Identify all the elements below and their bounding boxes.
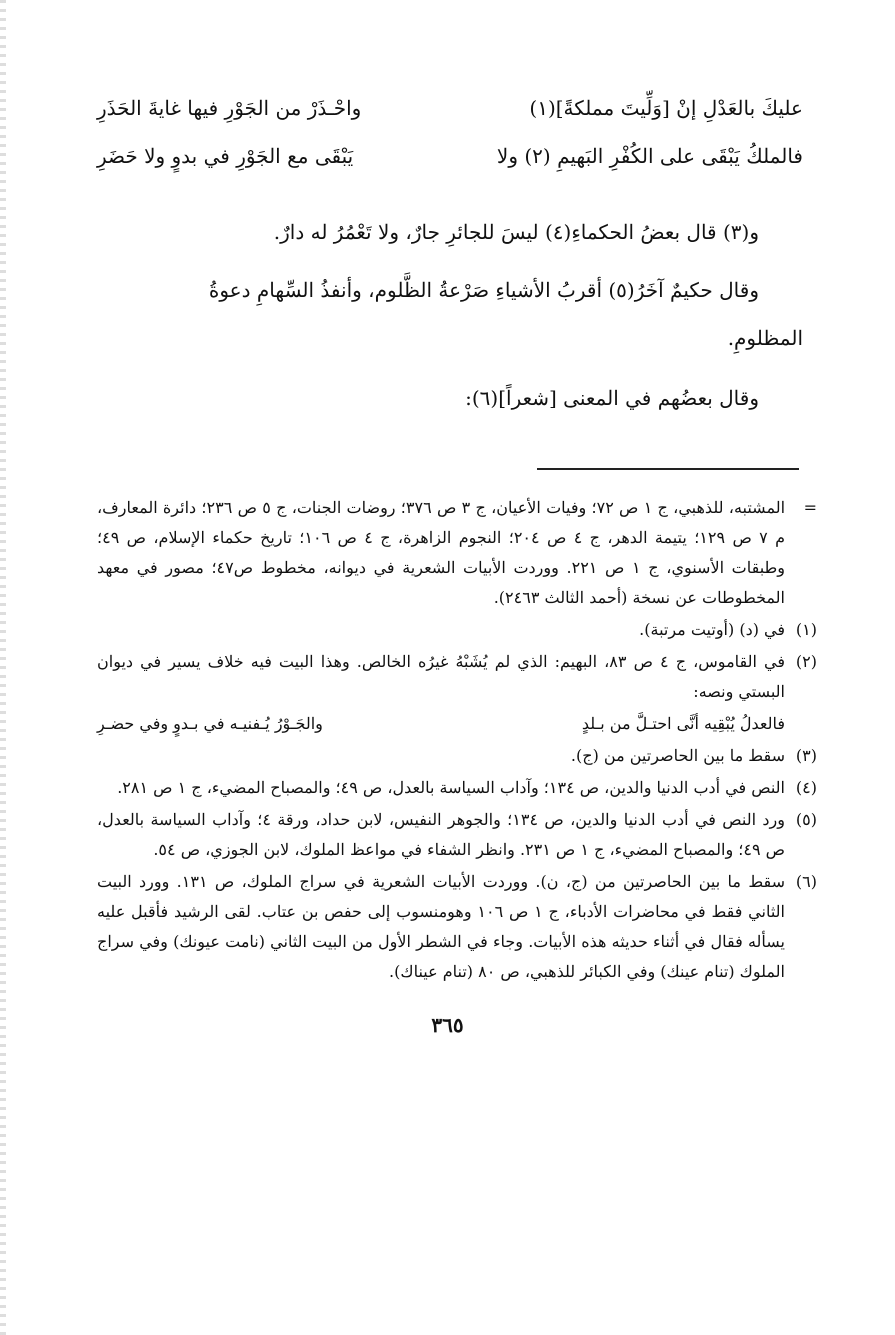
footnote-3 [97, 741, 817, 771]
verse-1-first-hemistich: عليكَ بالعَدْلِ إنْ [وَلِّيتَ مملكةً](١) [529, 96, 803, 120]
footnote-text: ورد النص في أدب الدنيا والدين، ص ١٣٤؛ والجوهر النفيس، لابن حداد، ورقة ٤؛ وآداب السياسة بالعدل، ص ٤٩؛ والمصباح المضيء، ج ١ ص ٢٣١. وانظر الشفاء في مواعظ الملوك، لابن الجوزي، ص ٥٤. [97, 810, 785, 859]
footnote-marker: (١) [795, 620, 817, 639]
footnote-continued [97, 493, 817, 613]
page-number: ٣٦٥ [431, 1013, 464, 1037]
footnote-verse-second-hemistich: والجَـوْرُ يُـفنيـه في بـدوٍ وفي حضـرِ [97, 714, 323, 733]
footnote-text: سقط ما بين الحاصرتين من (ج، ن). ووردت الأبيات الشعرية في سراج الملوك، ص ١٣١. وورد البيت الثاني فقط في محاضرات الأدباء، ج ١ ص ١٠٦ وهومنسوب إلى حفص بن عتاب. لقى الرشيد فأقبل عليه يسأله فقال في أثناء حديثه هذه الأبيات. وجاء في الشطر الأول من البيت الثاني (نامت عيونك) وفي سراج الملوك (تنام عينك) وفي الكبائر للذهبي، ص ٨٠ (تنام عيناك). [97, 872, 786, 981]
verse-2-second-hemistich: يَبْقَى مع الجَوْرِ في بدوٍ ولا حَضَرِ [97, 144, 354, 168]
footnote-5 [97, 805, 817, 865]
footnote-2 [97, 647, 817, 707]
paragraph-another-sage-line2: المظلومِ. [727, 326, 803, 350]
footnote-text: المشتبه، للذهبي، ج ١ ص ٧٢؛ وفيات الأعيان، ج ٣ ص ٣٧٦؛ روضات الجنات، ج ٥ ص ٢٣٦؛ دائرة المعارف، م ٧ ص ١٢٩؛ يتيمة الدهر، ج ٤ ص ٢٠٤؛ النجوم الزاهرة، ج ٤ ص ١٠٦؛ تاريخ حكماء الإسلام، ص ٤٩؛ وطبقات الأسنوي، ج ١ ص ٢٢١. ووردت الأبيات الشعرية في ديوانه، مخطوط ص٤٧؛ مصور في معهد المخطوطات عن نسخة (أحمد الثالث ٢٤٦٣). [97, 498, 786, 607]
footnote-text: في القاموس، ج ٤ ص ٨٣، البهيم: الذي لم يُشَبْهُ غيرُه الخالص. وهذا البيت فيه خلاف يسير في ديوان البستي ونصه: [97, 652, 786, 701]
verse-1-second-hemistich: واحْـذَرْ من الجَوْرِ فيها غايةَ الحَذَرِ [97, 96, 362, 120]
footnote-separator [537, 468, 799, 470]
footnote-verse-first-hemistich: فالعدلُ يُبْقِيه أنَّى احتـلَّ من بـلدٍ [581, 714, 785, 733]
footnote-marker: (٤) [795, 778, 817, 797]
verse-2-first-hemistich: فالملكُ يَبْقَى على الكُفْرِ البَهيمِ (٢) ولا [496, 144, 803, 168]
footnote-6 [97, 867, 817, 987]
footnote-marker: (٣) [795, 746, 817, 765]
paragraph-another-sage-line1: وقال حكيمٌ آخَرُ(٥) أقربُ الأشياءِ صَرْعةُ الظَّلوم، وأنفذُ السِّهامِ دعوةُ [208, 278, 759, 302]
footnote-marker: (٥) [795, 810, 817, 829]
footnote-marker: = [803, 498, 817, 517]
scan-edge-artifact [0, 0, 6, 1335]
paragraph-poem-intro: وقال بعضُهم في المعنى [شعراً](٦): [465, 386, 759, 410]
paragraph-wise-saying: و(٣) قال بعضُ الحكماءِ(٤) ليسَ للجائرِ جارٌ، ولا تَعْمُرُ له دارٌ. [273, 220, 759, 244]
footnote-4 [97, 773, 817, 803]
footnote-text: النص في أدب الدنيا والدين، ص ١٣٤؛ وآداب السياسة بالعدل، ص ٤٩؛ والمصباح المضيء، ج ١ ص ٢٨١. [117, 778, 785, 797]
footnote-text: سقط ما بين الحاصرتين من (ج). [570, 746, 785, 765]
footnote-marker: (٦) [795, 872, 817, 891]
footnote-text: في (د) (أوتيت مرتبة). [639, 620, 785, 639]
footnote-1 [97, 615, 817, 645]
footnote-marker: (٢) [795, 652, 817, 671]
